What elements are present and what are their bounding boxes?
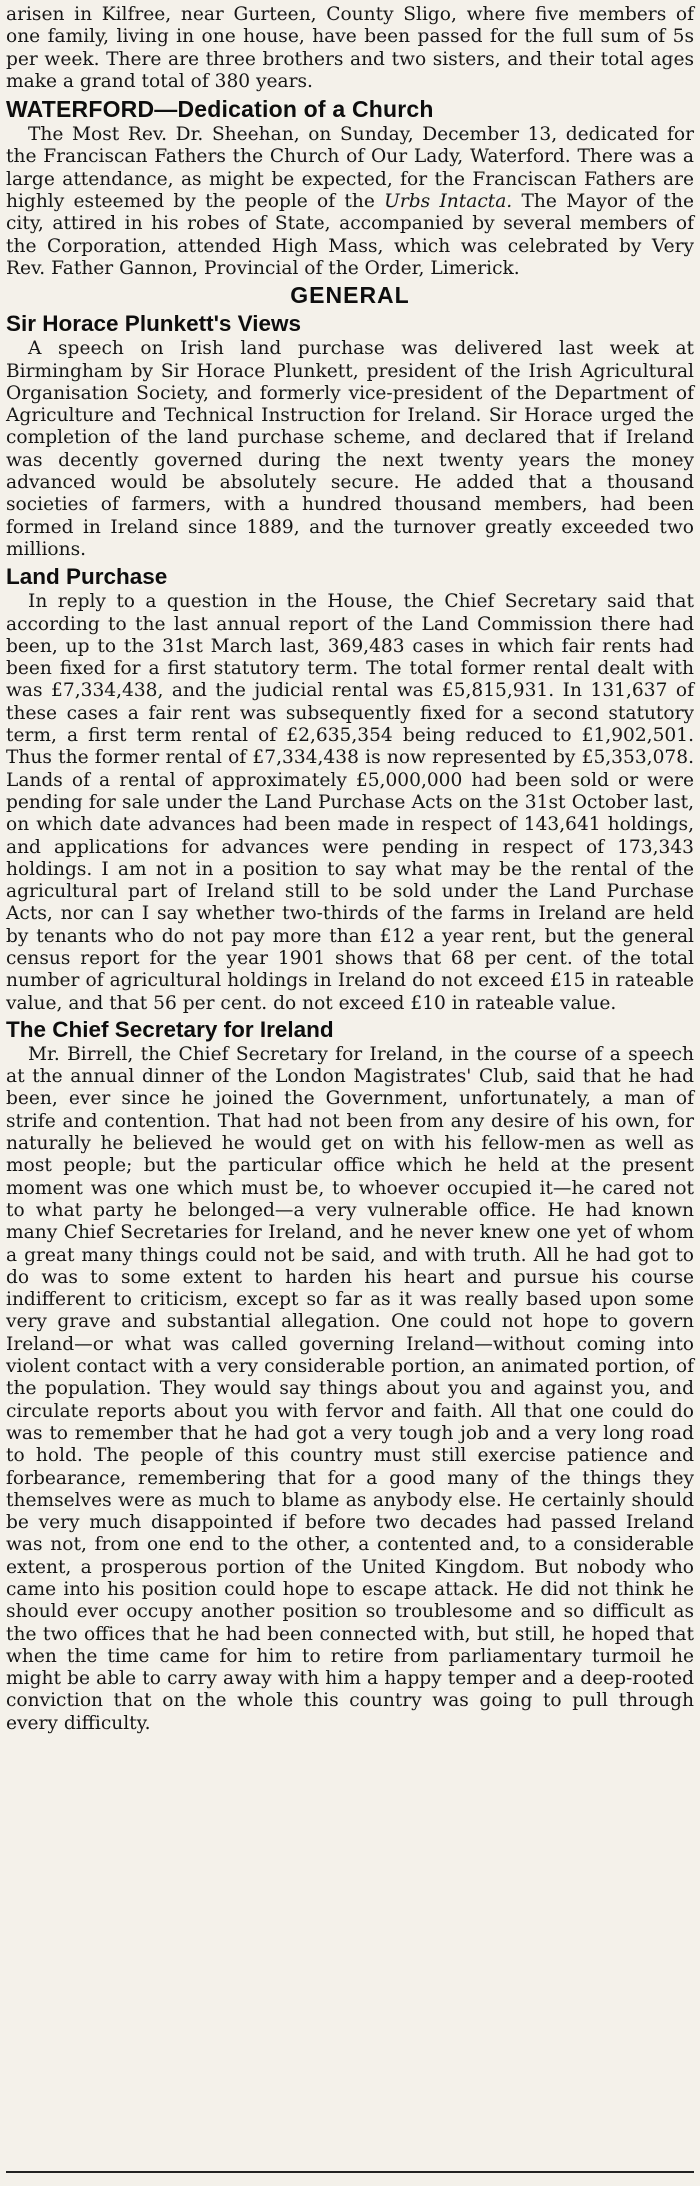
plunkett-heading: Sir Horace Plunkett's Views (6, 311, 302, 337)
intro-paragraph: arisen in Kilfree, near Gurteen, County Sligo, where five members of one family, living in one house, have been passed for the full sum of 5s per week. There are three brothers and two sisters, and their total ages make a grand total of 380 years. (6, 4, 694, 92)
chief-secretary-paragraph: Mr. Birrell, the Chief Secretary for Ireland, in the course of a speech at the annual dinner of the London Magistrates' Club, said that he had been, ever since he joined the Government, unfortunately, a man of strife and contention. That had not been from any desire of his own, for naturally he believed he would get on with his fellow-men as well as most people; but the particular office which he held at the present moment was one which must be, to whoever occupied it—he cared not to what party he belonged—a very vulnerable office. He had known many Chief Secretaries for Ireland, and he never knew one yet of whom a great many things could not be said, and with truth. All he had got to do was to some extent to harden his heart and pursue his course indifferent to criticism, except so far as it was really based upon some very grave and substantial allegation. One could not hope to govern Ireland—or what was called governing Ireland—without coming into violent contact with a very considerable portion, an animated portion, of the population. They would say things about you and against you, and circulate reports about you with fervor and faith. All that one could do was to remember that he had got a very tough job and a very long road to hold. The people of this country must still exercise patience and forbearance, remembering that for a good many of the things they themselves were as much to blame as anybody else. He certainly should be very much disappointed if before two decades had passed Ireland was not, from one end to the other, a contented and, to a considerable extent, a prosperous portion of the United Kingdom. But nobody who came into his position could hope to escape attack. He did not think he should ever occupy another position so troublesome and so difficult as the two offices that he had been connected with, but still, he hoped that when the time came for him to retire from parliamentary turmoil he might be able to carry away with him a happy temper and a deep-rooted conviction that on the whole this country was going to pull through every difficulty. (6, 1043, 694, 1734)
chief-secretary-heading: The Chief Secretary for Ireland (6, 1016, 334, 1042)
waterford-paragraph (6, 124, 694, 280)
waterford-heading: WATERFORD—Dedication of a Church (6, 96, 434, 123)
waterford-text-before-italic: The Most Rev. Dr. Sheehan, on Sunday, December 13, dedicated for the Franciscan Fathers the Church of Our Lady, Waterford. There was a large attendance, as might be expected, for the Franciscan Fathers are highly esteemed by the people of the (6, 124, 694, 213)
land-purchase-paragraph: In reply to a question in the House, the Chief Secretary said that according to the last annual report of the Land Commission there had been, up to the 31st March last, 369,483 cases in which fair rents had been fixed for a first statutory term. The total former rental dealt with was £7,334,438, and the judicial rental was £5,815,931. In 131,637 of these cases a fair rent was subsequently fixed for a second statutory term, a first term rental of £2,635,354 being reduced to £1,902,501. Thus the former rental of £7,334,438 is now represented by £5,353,078. Lands of a rental of approximately £5,000,000 had been sold or were pending for sale under the Land Purchase Acts on the 31st October last, on which date advances had been made in respect of 143,641 holdings, and applications for advances were pending in respect of 173,343 holdings. I am not in a position to say what may be the rental of the agricultural part of Ireland still to be sold under the Land Purchase Acts, nor can I say whether two-thirds of the farms in Ireland are held by tenants who do not pay more than £12 a year rent, but the general census report for the year 1901 shows that 68 per cent. of the total number of agricultural holdings in Ireland do not exceed £15 in rateable value, and that 56 per cent. do not exceed £10 in rateable value. (6, 591, 694, 1014)
general-section-heading: GENERAL (290, 282, 410, 309)
land-purchase-heading: Land Purchase (6, 564, 168, 590)
end-rule (6, 2171, 694, 2173)
plunkett-paragraph: A speech on Irish land purchase was delivered last week at Birmingham by Sir Horace Plunkett, president of the Irish Agricultural Organisation Society, and formerly vice-president of the Department of Agriculture and Technical Instruction for Ireland. Sir Horace urged the completion of the land purchase scheme, and declared that if Ireland was decently governed during the next twenty years the money advanced would be absolutely secure. He added that a thousand societies of farmers, with a hundred thousand members, had been formed in Ireland since 1889, and the turnover greatly exceeded two millions. (6, 338, 694, 560)
waterford-text-after-italic: The Mayor of the city, attired in his robes of State, accompanied by several members of the Corporation, attended High Mass, which was celebrated by Very Rev. Father Gannon, Provincial of the Order, Limerick. (6, 191, 695, 279)
waterford-italic-phrase: Urbs Intacta. (384, 191, 513, 213)
